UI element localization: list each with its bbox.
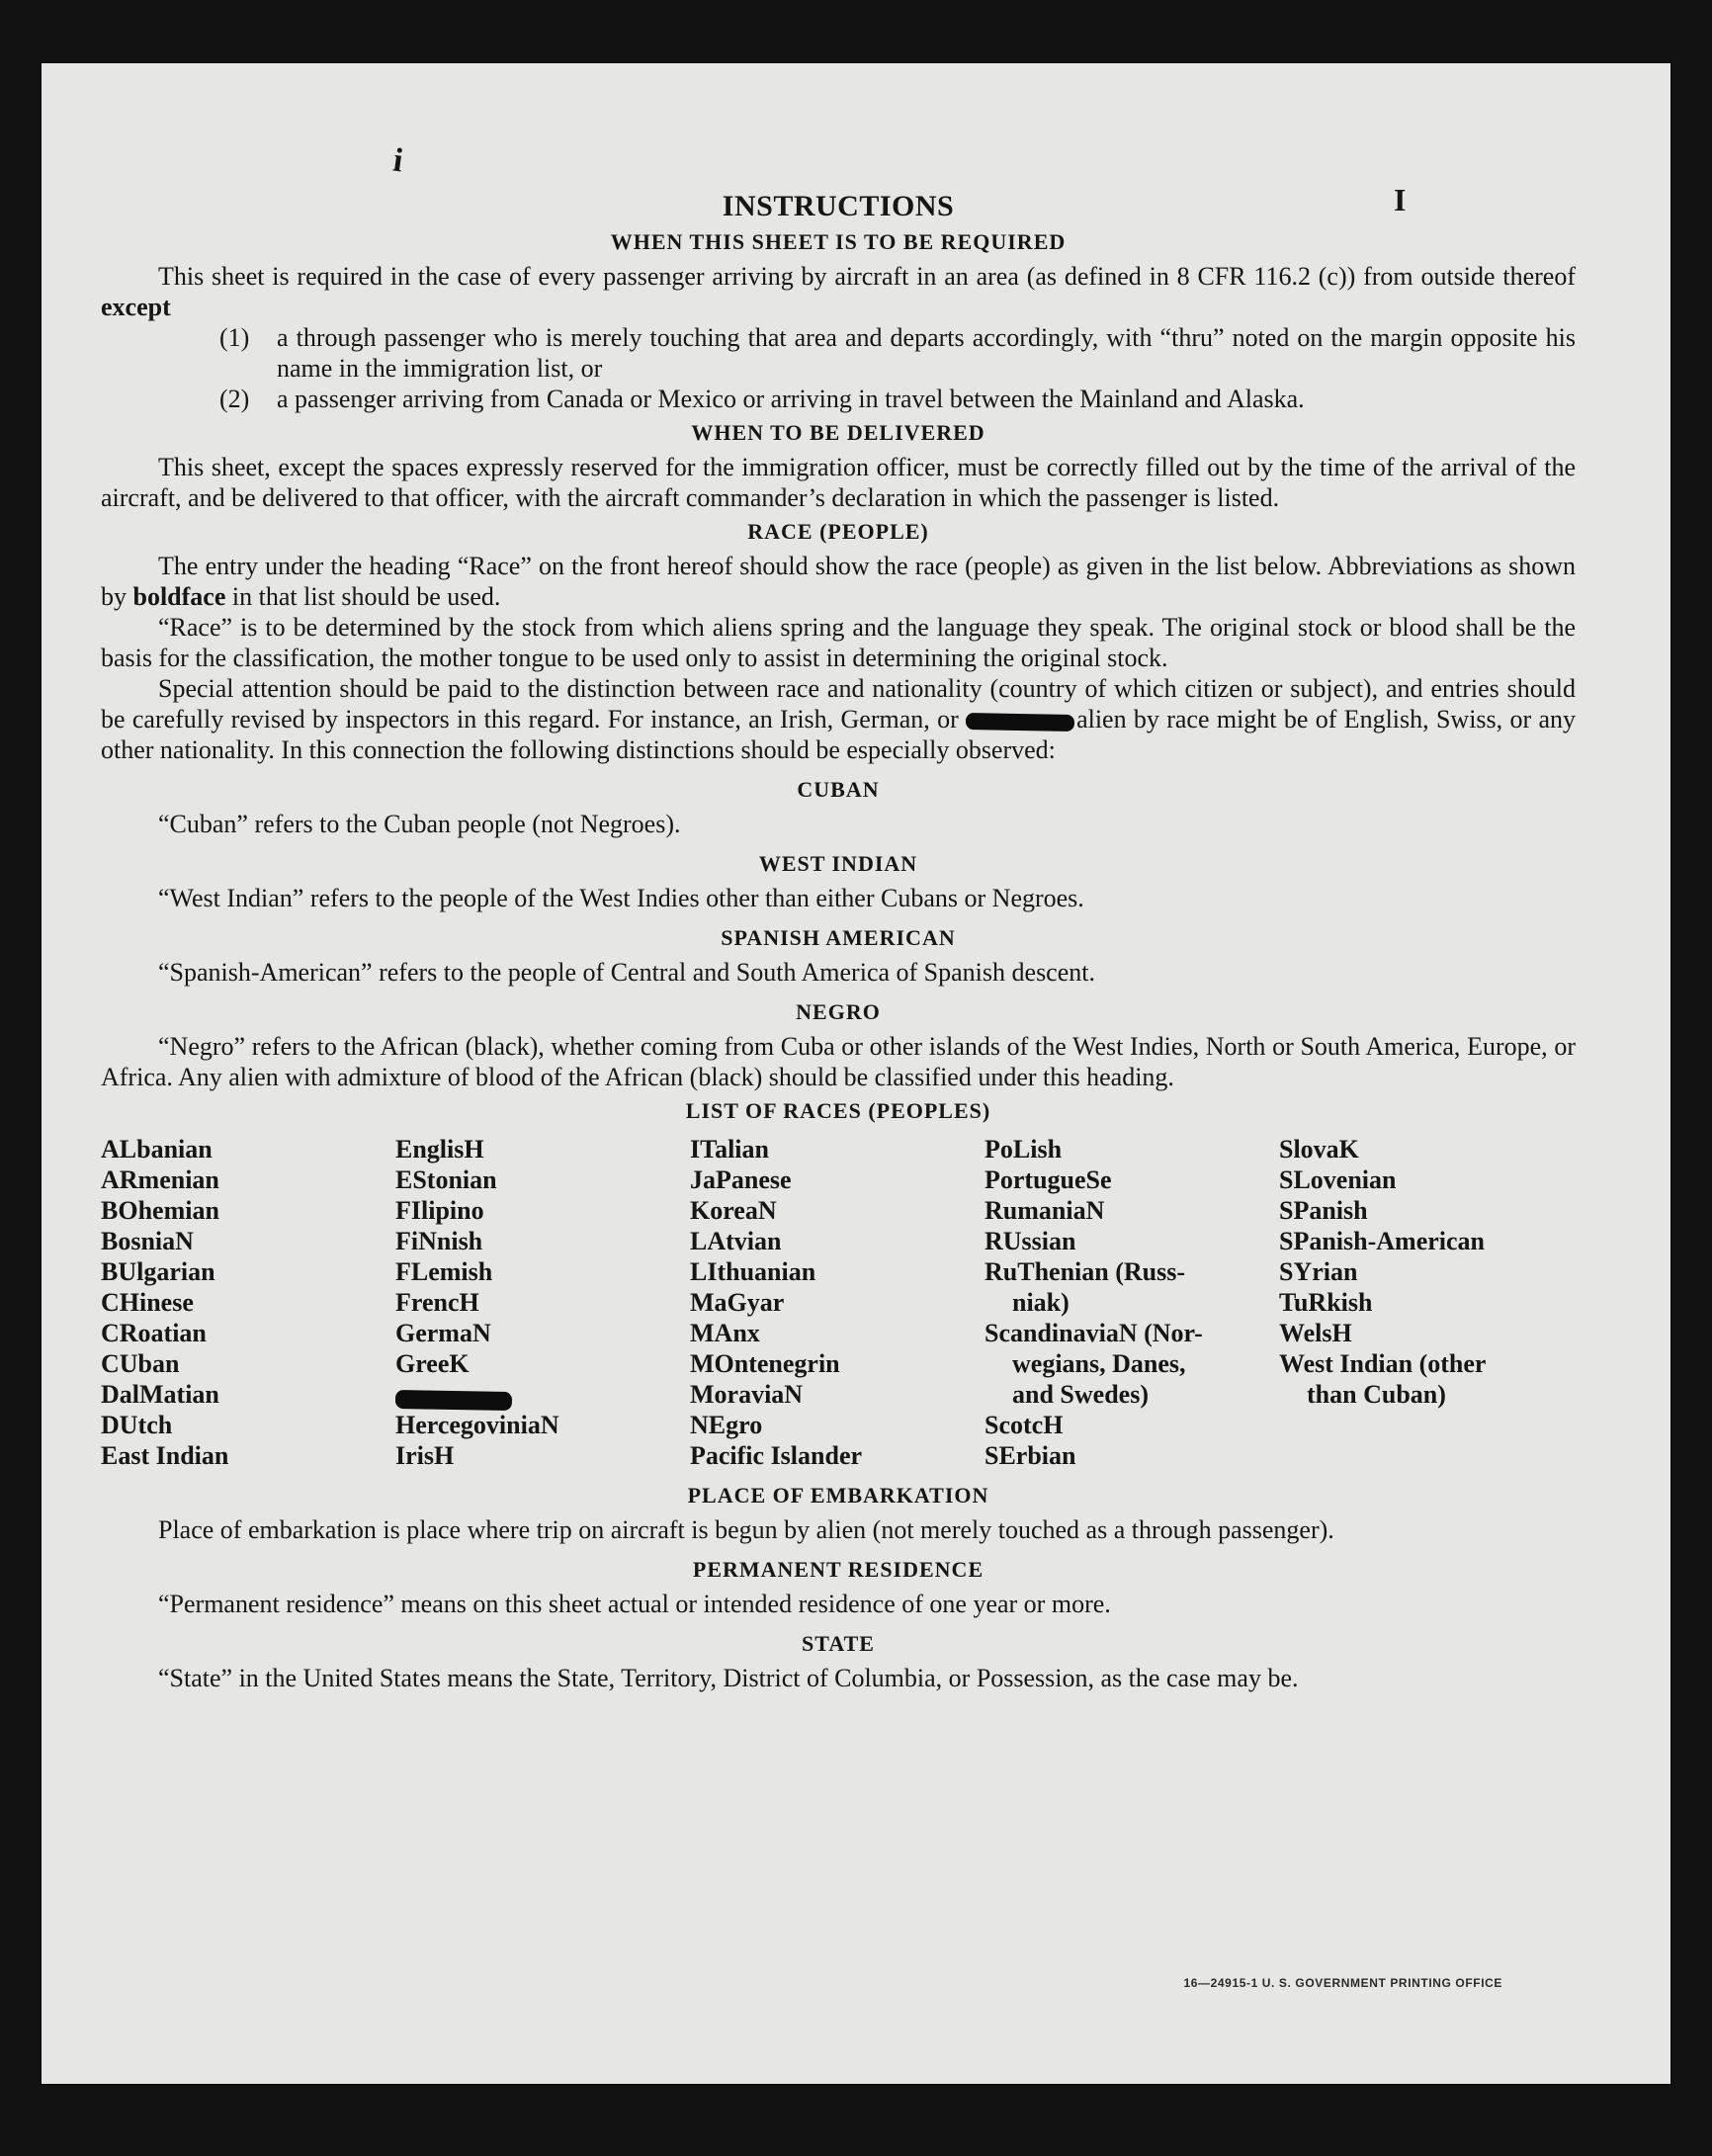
list-item: MoraviaN (690, 1380, 804, 1409)
section-heading-residence: PERMANENT RESIDENCE (692, 1557, 984, 1583)
list-item: IrisH (395, 1441, 455, 1471)
spanish-american-text: “Spanish-American” refers to the people of Central and South America of Spanish descent. (158, 958, 1095, 987)
list-item: NEgro (690, 1411, 763, 1439)
races-list (101, 1134, 1576, 1471)
section-heading-negro: NEGRO (796, 999, 881, 1024)
list-item: CRoatian (101, 1319, 207, 1347)
instructions-body (101, 190, 1576, 1693)
list-item: BUlgarian (101, 1257, 215, 1286)
embarkation-text: Place of embarkation is place where trip on aircraft is begun by alien (not merely touched as a through passenger). (158, 1515, 1334, 1545)
list-item: FiNnish (395, 1227, 483, 1255)
list-item: RUssian (984, 1227, 1076, 1255)
list-item: SlovaK (1279, 1135, 1359, 1164)
section-heading-race: RACE (PEOPLE) (747, 519, 929, 544)
state-text: “State” in the United States means the State, Territory, District of Columbia, or Possession, as the case may be. (158, 1664, 1299, 1693)
list-item: FLemish (395, 1257, 493, 1286)
list-item: EnglisH (395, 1135, 484, 1164)
list-item: MAnx (690, 1319, 760, 1347)
section-heading-embarkation: PLACE OF EMBARKATION (687, 1483, 989, 1509)
list-item: FrencH (395, 1288, 479, 1317)
redaction-mark (966, 713, 1074, 732)
list-item: ITalian (690, 1135, 769, 1164)
list-item-redacted (395, 1379, 690, 1410)
list-item: RumaniaN (984, 1196, 1105, 1225)
list-item: MaGyar (690, 1288, 785, 1317)
list-item: BosniaN (101, 1227, 194, 1255)
race-paragraph: “Race” is to be determined by the stock from which aliens spring and the language they speak. The original stock or blood shall be the basis for the classification, the mother tongue to be used only to assist in determining the original stock. (101, 613, 1576, 672)
list-item: LAtvian (690, 1227, 782, 1255)
list-item: CUban (101, 1349, 180, 1378)
section-heading-west-indian: WEST INDIAN (758, 851, 918, 876)
list-item: RuThenian (Russ- (984, 1257, 1186, 1286)
list-item: LIthuanian (690, 1257, 816, 1286)
required-intro: This sheet is required in the case of every passenger arriving by aircraft in an area (as defined in 8 CFR 116.2 (c)) from outside thereof except (101, 262, 1576, 321)
races-column (101, 1134, 395, 1471)
list-item: SPanish (1279, 1196, 1368, 1225)
required-item: (1) a through passenger who is merely touching that area and departs accordingly, with “thru” noted on the margin opposite his name in the immigration list, or (219, 323, 1576, 383)
list-item: ScandinaviaN (Nor- (984, 1319, 1203, 1347)
list-item: KoreaN (690, 1196, 777, 1225)
cuban-text: “Cuban” refers to the Cuban people (not Negroes). (158, 810, 681, 838)
list-item: West Indian (other (1279, 1349, 1487, 1378)
races-column (1279, 1134, 1576, 1471)
handwritten-mark: I (1394, 182, 1407, 217)
list-item: ALbanian (101, 1135, 213, 1164)
list-item: DUtch (101, 1411, 173, 1439)
section-heading-spanish-american: SPANISH AMERICAN (721, 925, 956, 950)
list-item: Pacific Islander (690, 1441, 863, 1470)
list-item-continuation: niak) (1012, 1288, 1070, 1317)
list-item-continuation: wegians, Danes, (1012, 1349, 1186, 1378)
list-item-continuation: than Cuban) (1307, 1380, 1446, 1409)
redaction-mark (395, 1390, 512, 1411)
page-title: INSTRUCTIONS (722, 190, 955, 222)
handwritten-mark: i (390, 141, 406, 180)
list-item: PoLish (984, 1135, 1063, 1164)
section-heading-delivered: WHEN TO BE DELIVERED (691, 420, 985, 445)
section-heading-required: WHEN THIS SHEET IS TO BE REQUIRED (610, 229, 1067, 254)
section-heading-state: STATE (802, 1631, 875, 1657)
delivered-text: This sheet, except the spaces expressly reserved for the immigration officer, must be correctly filled out by the time of the arrival of the aircraft, and be delivered to that officer, with the aircraft commander’s declaration in which the passenger is listed. (101, 453, 1576, 512)
list-item: East Indian (101, 1441, 229, 1470)
list-item: ARmenian (101, 1165, 219, 1194)
document-page (42, 63, 1670, 2084)
list-item: TuRkish (1279, 1288, 1373, 1317)
negro-text: “Negro” refers to the African (black), whether coming from Cuba or other islands of the West Indies, North or South America, Europe, or Africa. Any alien with admixture of blood of the African (black) should be classified under this heading. (101, 1032, 1576, 1091)
required-item: (2) a passenger arriving from Canada or Mexico or arriving in travel between the Mainland and Alaska. (219, 385, 1305, 413)
list-item: BOhemian (101, 1196, 219, 1225)
list-item: GreeK (395, 1349, 470, 1378)
print-office-footer: 16—24915-1 U. S. GOVERNMENT PRINTING OFFICE (1183, 1976, 1502, 1990)
list-item: GermaN (395, 1319, 491, 1347)
list-item: EStonian (395, 1165, 497, 1194)
list-item: SErbian (984, 1441, 1076, 1470)
list-item: SLovenian (1279, 1165, 1397, 1194)
race-paragraph: Special attention should be paid to the distinction between race and nationality (country of which citizen or subject), and entries should be carefully revised by inspectors in this regard. For instance, an Irish, German, or alien by race might be of English, Swiss, or any other nationality. In this connection the following distinctions should be especially observed: (101, 674, 1576, 764)
residence-text: “Permanent residence” means on this sheet actual or intended residence of one year or more. (158, 1590, 1111, 1619)
race-paragraph: The entry under the heading “Race” on the front hereof should show the race (people) as given in the list below. Abbreviations as shown by boldface in that list should be used. (101, 552, 1576, 611)
races-column (395, 1134, 690, 1471)
list-item: PortugueSe (984, 1165, 1112, 1194)
races-column (690, 1134, 984, 1471)
races-column (984, 1134, 1279, 1471)
list-item: SPanish-American (1279, 1227, 1485, 1255)
section-heading-cuban: CUBAN (797, 777, 880, 802)
section-heading-races-list: LIST OF RACES (PEOPLES) (685, 1098, 991, 1123)
list-item: MOntenegrin (690, 1349, 840, 1378)
list-item: DalMatian (101, 1380, 219, 1409)
list-item: HercegoviniaN (395, 1411, 559, 1440)
list-item-continuation: and Swedes) (1012, 1380, 1149, 1409)
list-item: ScotcH (984, 1411, 1064, 1439)
west-indian-text: “West Indian” refers to the people of the West Indies other than either Cubans or Negroes. (158, 884, 1084, 912)
list-item: FIlipino (395, 1196, 484, 1225)
list-item: SYrian (1279, 1257, 1358, 1286)
list-item: CHinese (101, 1288, 194, 1317)
list-item: WelsH (1279, 1319, 1352, 1347)
list-item: JaPanese (690, 1165, 792, 1194)
